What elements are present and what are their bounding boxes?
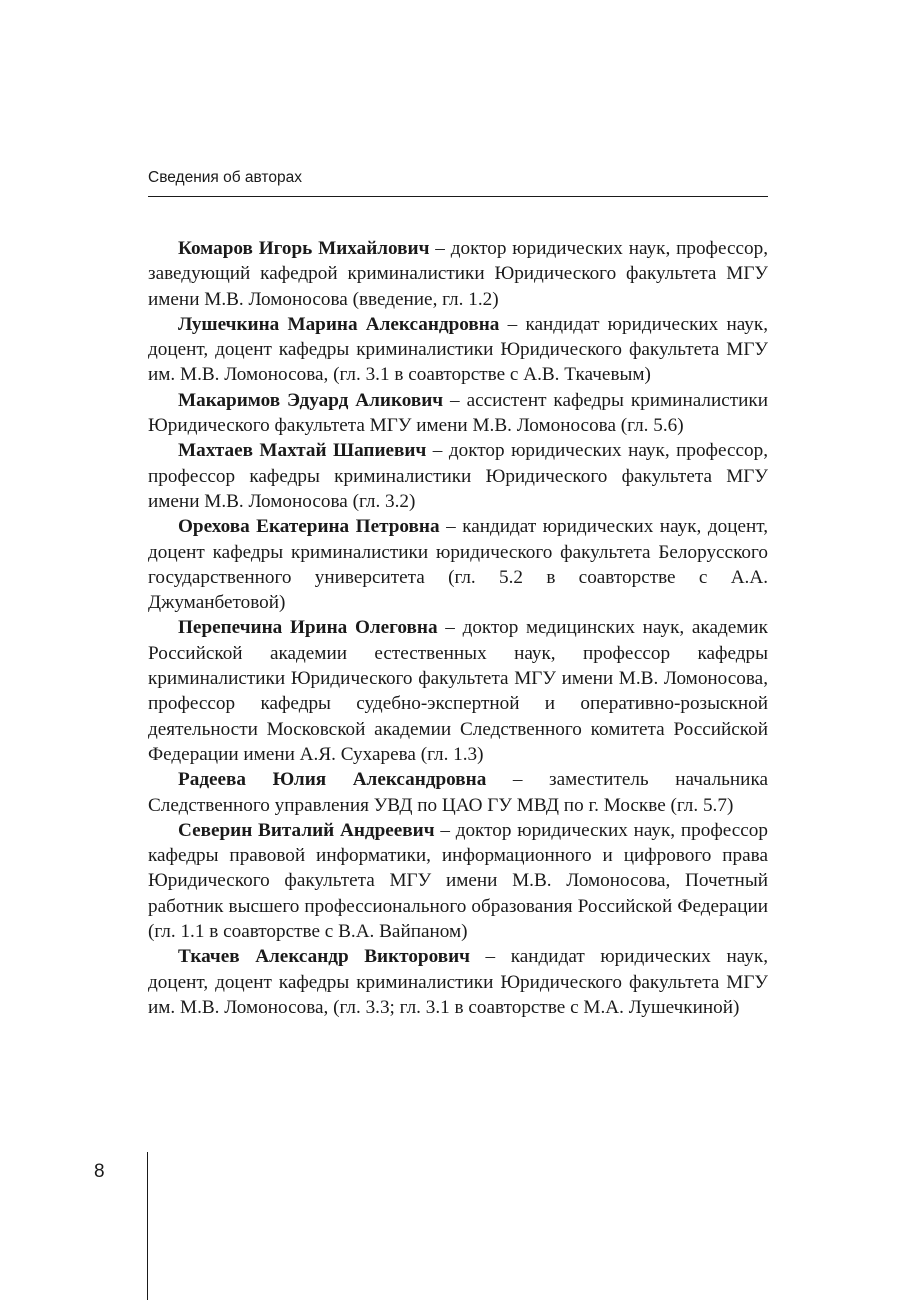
running-head-title: Сведения об авторах xyxy=(148,169,302,186)
author-name: Перепечина Ирина Олеговна xyxy=(178,617,438,639)
author-name: Комаров Игорь Михайлович xyxy=(178,238,430,259)
author-name: Махтаев Махтай Шапиевич xyxy=(178,440,427,462)
author-description: – доктор юридических наук, профессор кафедры правовой информатики, информационного и цифрового права Юридического факультета МГУ имени М.В. Ломоносова, Почетный работник высшего профессионального образования Российской Федерации (гл. 1.1 в соавторстве с В.А. Вайпаном) xyxy=(148,819,768,943)
author-name: Северин Виталий Андреевич xyxy=(178,819,435,841)
author-name: Орехова Екатерина Петровна xyxy=(178,516,440,538)
author-description: – заместитель начальника Следственного управления УВД по ЦАО ГУ МВД по г. Москве (гл. 5.7) xyxy=(148,769,768,816)
author-description: – кандидат юридических наук, доцент, доцент кафедры криминалистики юридического факультета Белорусского государственного университета (гл. 5.2 в соавторстве с А.А. Джуманбетовой) xyxy=(148,516,768,614)
authors-list xyxy=(148,236,768,1020)
page-margin-rule xyxy=(147,1152,148,1300)
author-description: – кандидат юридических наук, доцент, доцент кафедры криминалистики Юридического факультета МГУ им. М.В. Ломоносова, (гл. 3.3; гл. 3.1 в соавторстве с М.А. Лушечкиной) xyxy=(148,946,768,1018)
page-number: 8 xyxy=(94,1161,105,1182)
author-entry xyxy=(148,767,768,818)
author-name: Макаримов Эдуард Аликович xyxy=(178,389,444,411)
author-entry xyxy=(148,615,768,767)
author-description: – ассистент кафедры криминалистики Юридического факультета МГУ имени М.В. Ломоносова (гл. 5.6) xyxy=(148,389,769,437)
header-divider xyxy=(148,196,768,197)
author-entry xyxy=(148,312,768,388)
author-entry xyxy=(148,438,768,514)
author-entry xyxy=(148,944,768,1020)
author-entry xyxy=(148,514,768,615)
author-name: Лушечкина Марина Александровна xyxy=(178,313,500,335)
author-entry xyxy=(148,388,768,439)
author-description: – доктор юридических наук, профессор, профессор кафедры криминалистики Юридического факультета МГУ имени М.В. Ломоносова (гл. 3.2) xyxy=(148,440,768,512)
author-description: – кандидат юридических наук, доцент, доцент кафедры криминалистики Юридического факультета МГУ им. М.В. Ломоносова, (гл. 3.1 в соавторстве с А.В. Ткачевым) xyxy=(148,313,768,386)
author-entry xyxy=(148,236,768,312)
author-name: Радеева Юлия Александровна xyxy=(178,769,487,791)
author-entry xyxy=(148,818,768,944)
author-description: – доктор медицинских наук, академик Российской академии естественных наук, профессор кафедры криминалистики Юридического факультета МГУ имени М.В. Ломоносова, профессор кафедры судебно-экспертной и оперативно-розыскной деятельности Московской академии Следственного комитета Российской Федерации имени А.Я. Сухарева (гл. 1.3) xyxy=(148,617,768,765)
author-name: Ткачев Александр Викторович xyxy=(178,946,470,968)
author-description: – доктор юридических наук, профессор, заведующий кафедрой криминалистики Юридического факультета МГУ имени М.В. Ломоносова (введение, гл. 1.2) xyxy=(148,238,768,310)
